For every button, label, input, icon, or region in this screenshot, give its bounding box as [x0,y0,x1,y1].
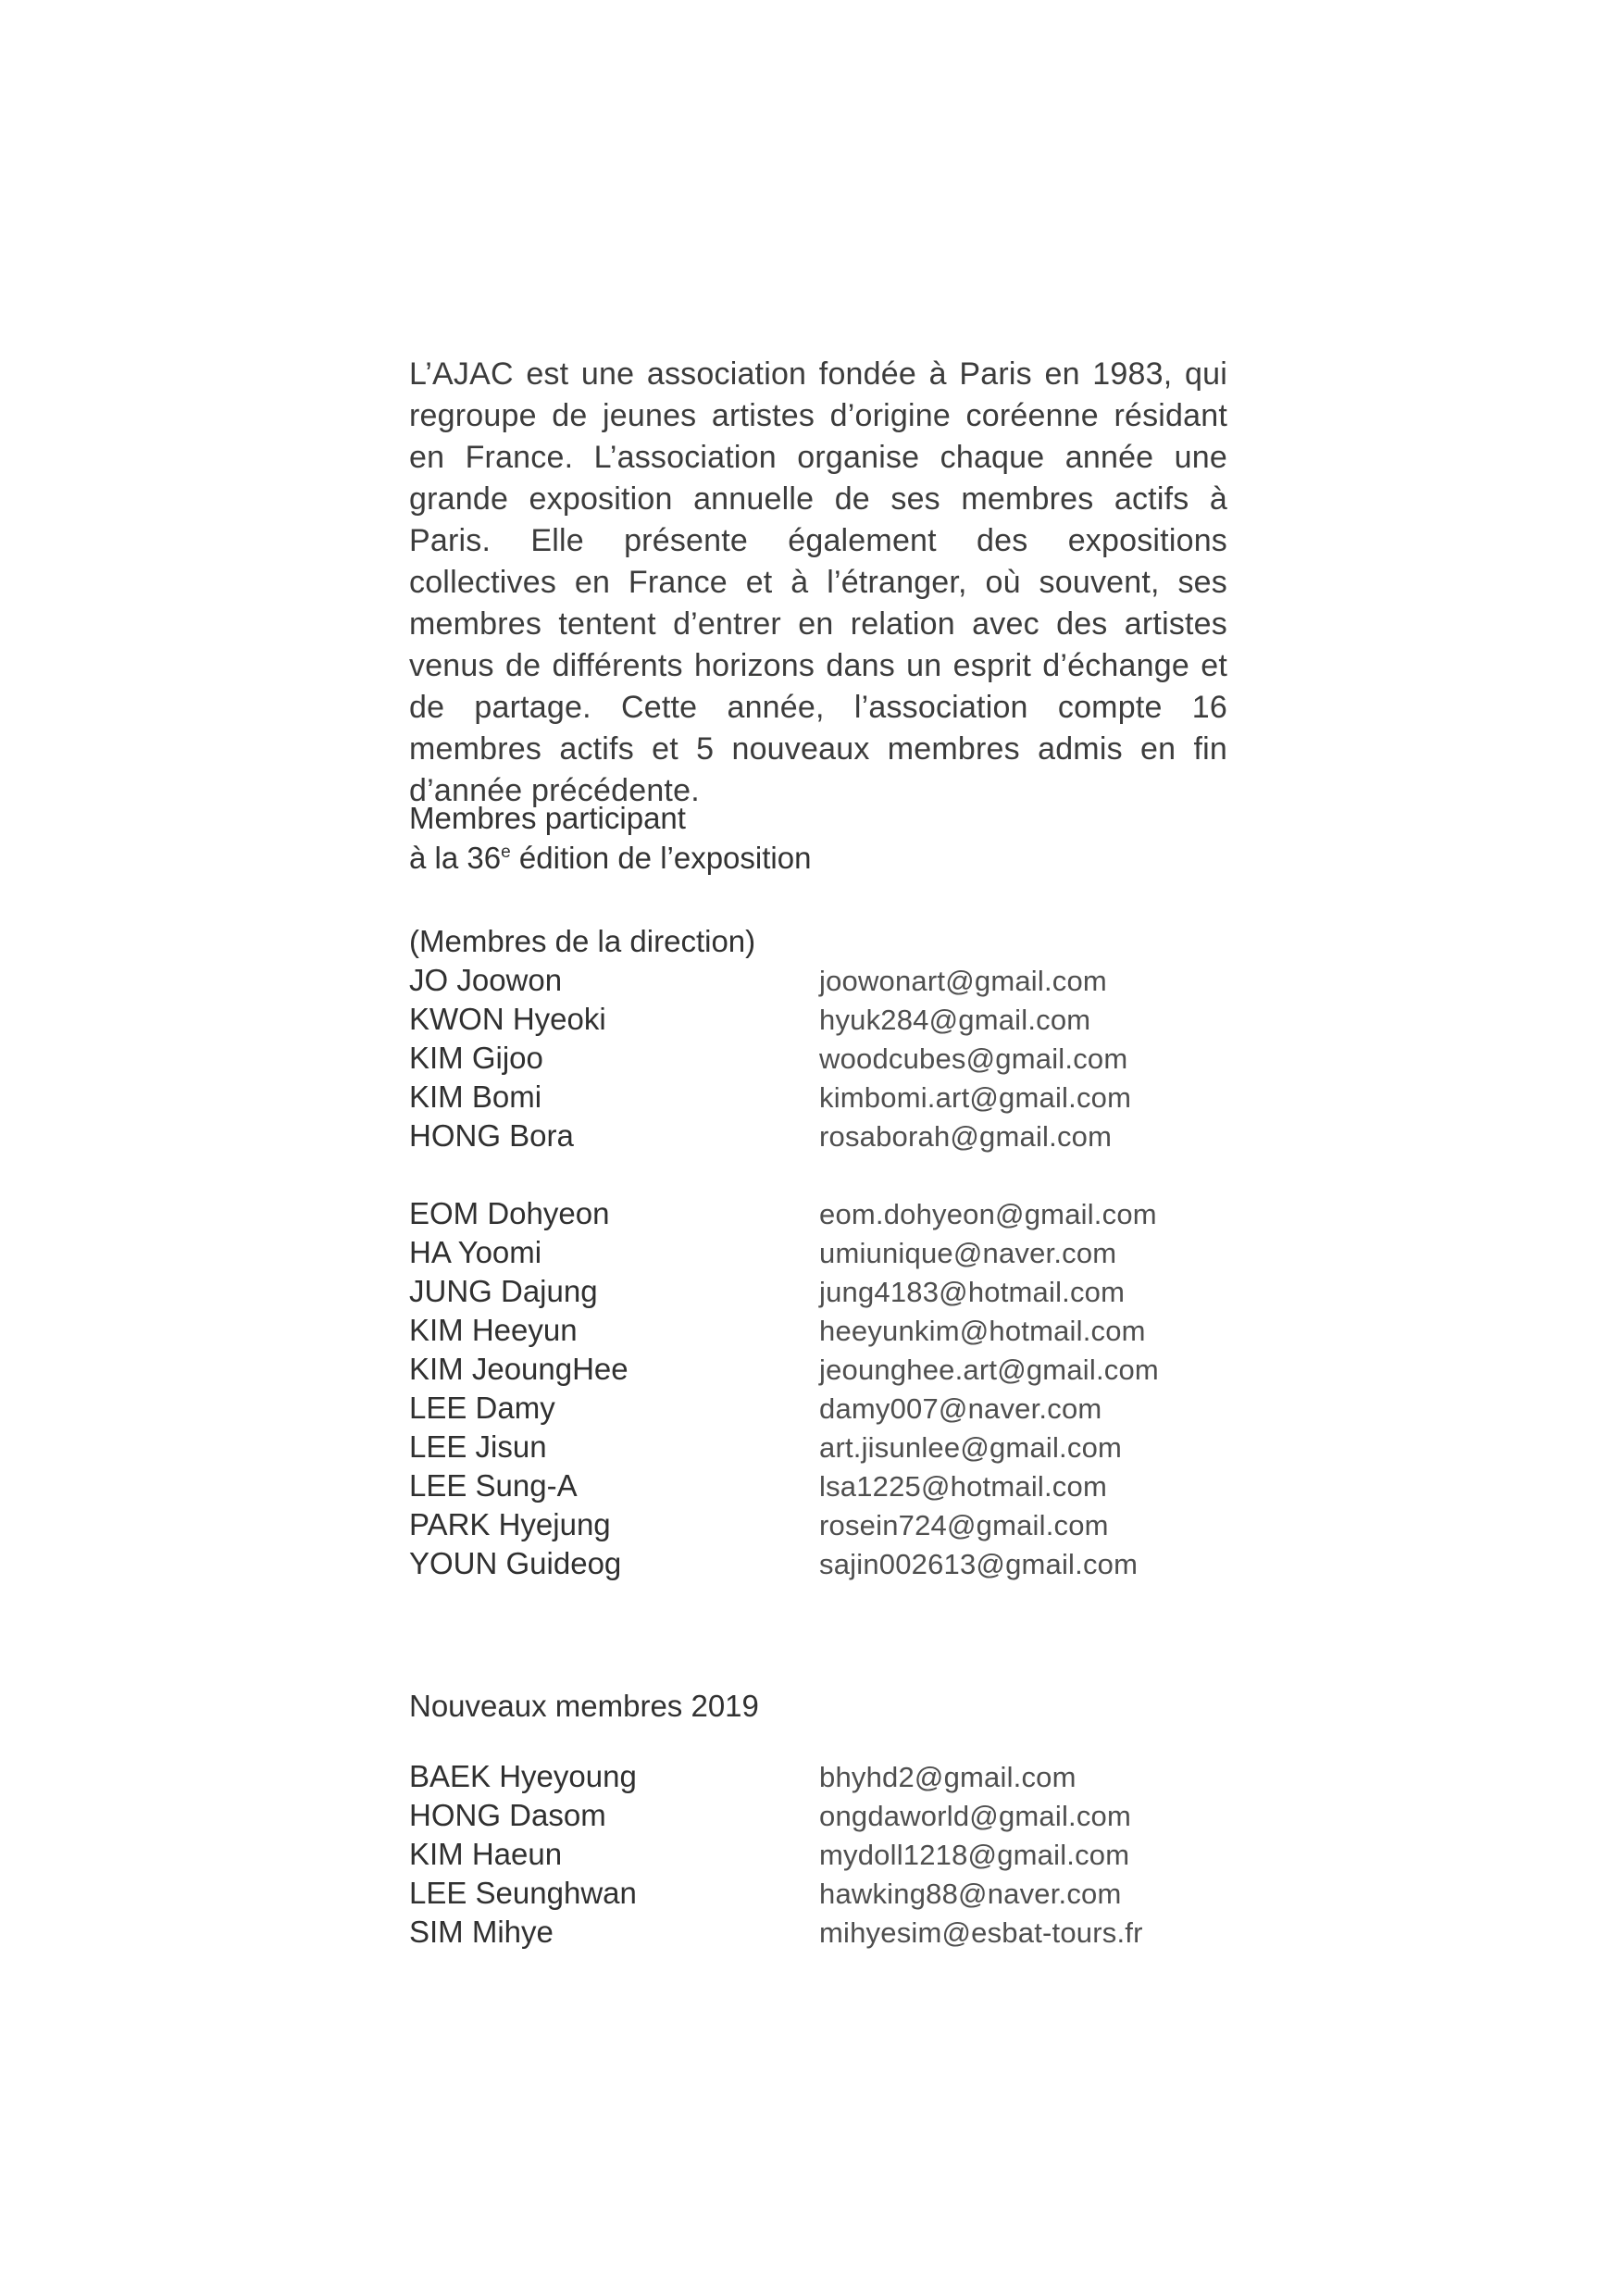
member-name: SIM Mihye [409,1915,554,1949]
member-name: PARK Hyejung [409,1507,611,1541]
member-email: heeyunkim@hotmail.com [819,1315,1146,1347]
member-email: mydoll1218@gmail.com [819,1839,1130,1871]
intro-paragraph: L’AJAC est une association fondée à Paris en 1983, qui regroupe de jeunes artistes d’origine coréenne résidant en France. L’association organise chaque année une grande exposition annuelle de ses membres actifs à Paris. Elle présente également des expositions collectives en France et à l’étranger, où souvent, ses membres tentent d’entrer en relation avec des artistes venus de différents horizons dans un esprit d’échange et de partage. Cette année, l’association compte 16 membres actifs et 5 nouveaux membres admis en fin d’année précédente. [409,356,1227,808]
member-email: jung4183@hotmail.com [819,1276,1126,1308]
member-name: KIM JeoungHee [409,1352,629,1386]
member-email: hawking88@naver.com [819,1878,1122,1910]
member-row [409,1913,1242,1952]
member-email: rosaborah@gmail.com [819,1120,1113,1153]
member-name: BAEK Hyeyoung [409,1759,637,1793]
participants-heading-line2-suffix: édition de l’exposition [510,841,812,875]
member-row [409,1389,1242,1428]
member-email: lsa1225@hotmail.com [819,1470,1107,1503]
member-row [409,961,1242,1000]
member-row [409,1757,1242,1796]
member-row [409,1874,1242,1913]
member-row [409,1039,1242,1078]
member-name: HA Yoomi [409,1235,542,1269]
new-member-list [409,1757,1242,1952]
member-row [409,1466,1242,1505]
active-member-list [409,1194,1242,1583]
direction-section-label: (Membres de la direction) [409,924,756,958]
member-name: KWON Hyeoki [409,1002,606,1036]
member-name: KIM Gijoo [409,1041,543,1075]
member-row [409,1000,1242,1039]
member-row [409,1194,1242,1233]
participants-heading-line1: Membres participant [409,801,686,835]
member-email: jeounghee.art@gmail.com [819,1354,1159,1386]
member-row [409,1117,1242,1155]
member-email: art.jisunlee@gmail.com [819,1431,1123,1464]
member-name: LEE Seunghwan [409,1876,637,1910]
member-email: joowonart@gmail.com [819,965,1107,997]
direction-member-list [409,961,1242,1155]
member-row [409,1544,1242,1583]
member-name: YOUN Guideog [409,1546,622,1580]
member-row [409,1505,1242,1544]
member-row [409,1350,1242,1389]
member-name: KIM Haeun [409,1837,563,1871]
new-members-heading: Nouveaux membres 2019 [409,1689,759,1723]
member-name: JO Joowon [409,963,563,997]
member-email: damy007@naver.com [819,1392,1102,1425]
member-row [409,1078,1242,1117]
member-name: HONG Dasom [409,1798,606,1832]
member-name: EOM Dohyeon [409,1196,610,1230]
participants-heading-superscript: e [501,842,511,862]
member-name: HONG Bora [409,1118,574,1153]
member-row [409,1428,1242,1466]
member-email: mihyesim@esbat-tours.fr [819,1916,1143,1949]
member-email: bhyhd2@gmail.com [819,1761,1077,1793]
member-name: LEE Damy [409,1391,555,1425]
participants-heading-line2-prefix: à la 36 [409,841,502,875]
member-row [409,1835,1242,1874]
member-email: rosein724@gmail.com [819,1509,1109,1541]
member-row [409,1272,1242,1311]
member-email: woodcubes@gmail.com [819,1042,1128,1075]
member-row [409,1233,1242,1272]
member-name: KIM Heeyun [409,1313,578,1347]
member-email: umiunique@naver.com [819,1237,1117,1269]
member-email: eom.dohyeon@gmail.com [819,1198,1157,1230]
member-row [409,1311,1242,1350]
member-name: JUNG Dajung [409,1274,598,1308]
member-email: sajin002613@gmail.com [819,1548,1139,1580]
member-name: LEE Jisun [409,1429,547,1464]
member-name: KIM Bomi [409,1079,542,1114]
member-email: ongdaworld@gmail.com [819,1800,1132,1832]
member-row [409,1796,1242,1835]
member-email: hyuk284@gmail.com [819,1004,1091,1036]
participants-heading [409,798,811,878]
member-email: kimbomi.art@gmail.com [819,1081,1132,1114]
member-name: LEE Sung-A [409,1468,578,1503]
